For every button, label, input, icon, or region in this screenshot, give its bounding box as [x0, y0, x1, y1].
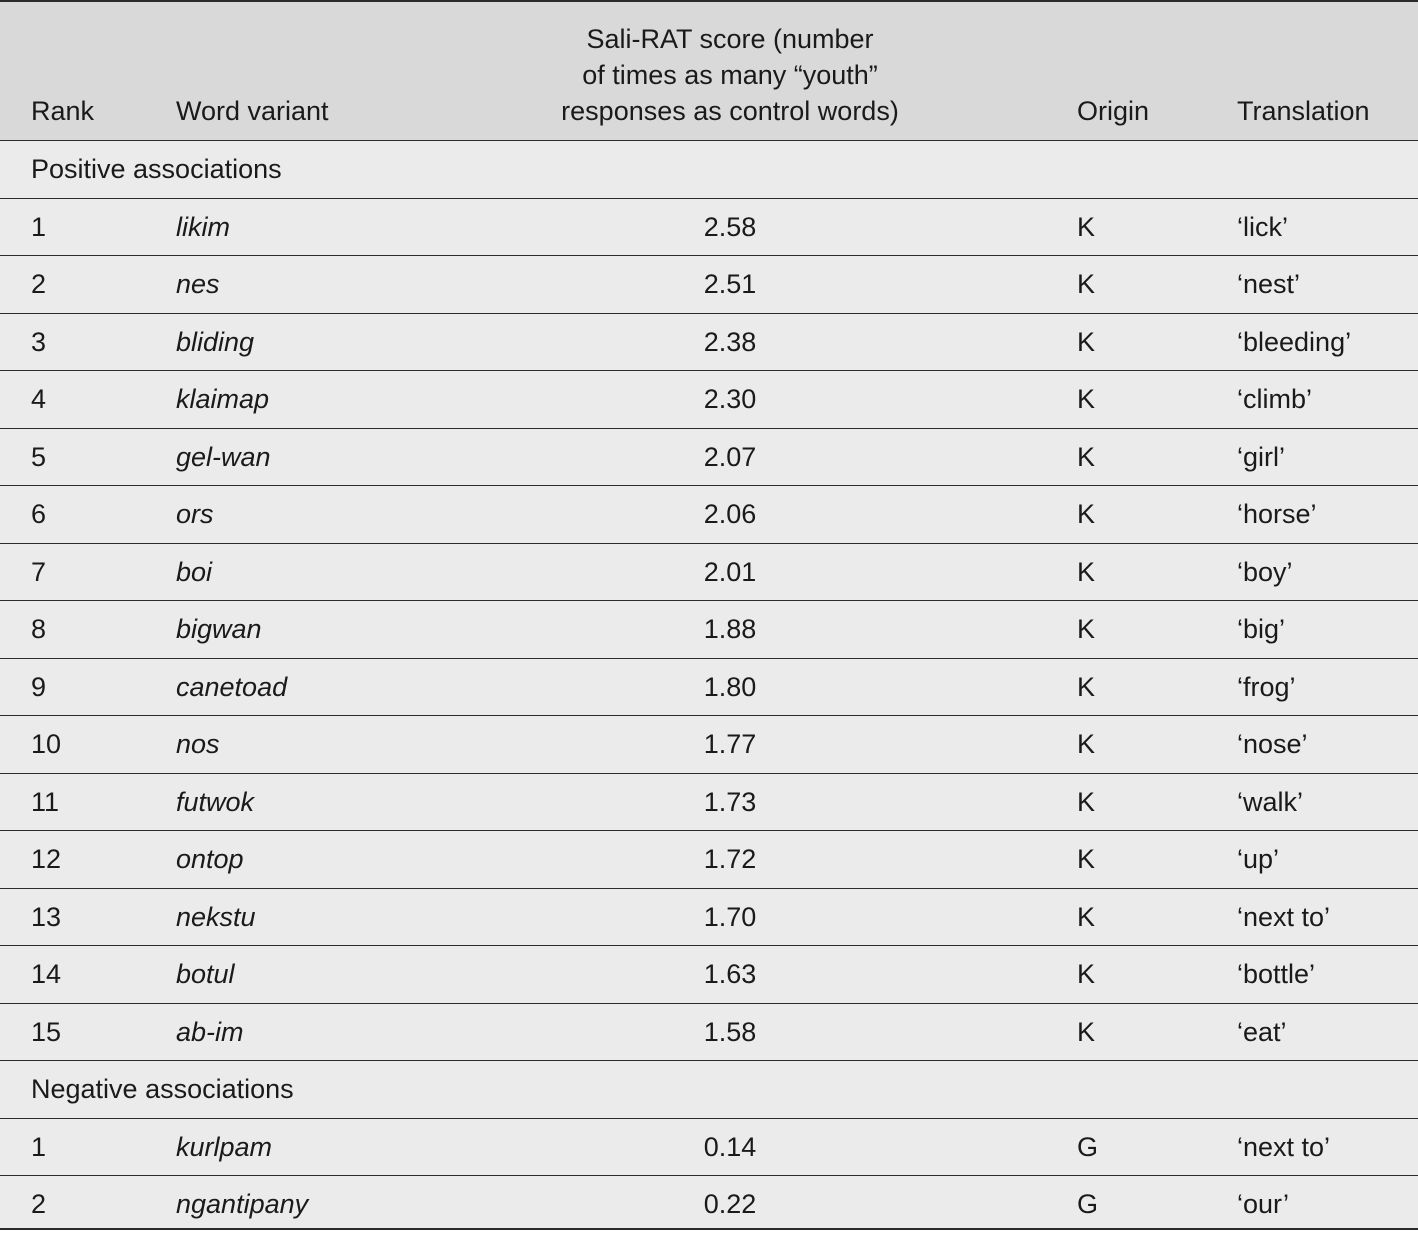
- section-row: [0, 141, 1418, 199]
- header-word-variant: Word variant: [176, 96, 329, 126]
- word-variant-cell: nes: [176, 269, 220, 299]
- translation-cell: ‘big’: [1237, 614, 1286, 644]
- header-origin: Origin: [1077, 96, 1150, 126]
- table-header: [0, 2, 1418, 141]
- score-cell: 2.38: [703, 326, 757, 357]
- header-score: Sali-RAT score (number of times as many “youth” responses as control words): [561, 24, 899, 126]
- rank-cell: 5: [31, 441, 47, 472]
- table-row: [0, 659, 1418, 717]
- word-variant-cell: ab-im: [176, 1016, 244, 1047]
- translation-cell: ‘next to’: [1237, 901, 1331, 932]
- table-row: [0, 1004, 1418, 1062]
- rank-cell: 10: [31, 729, 62, 759]
- rank-cell: 1: [31, 1131, 47, 1162]
- table-body: [0, 141, 1418, 1234]
- header-translation: Translation: [1237, 96, 1370, 126]
- translation-cell: ‘eat’: [1237, 1016, 1287, 1047]
- rank-cell: 12: [31, 844, 62, 874]
- translation-cell: ‘frog’: [1237, 671, 1296, 702]
- score-cell: 1.73: [703, 786, 757, 817]
- word-variant-cell: gel-wan: [176, 441, 271, 472]
- table-row: [0, 429, 1418, 487]
- rank-cell: 6: [31, 499, 47, 529]
- rank-cell: 13: [31, 901, 62, 932]
- origin-cell: K: [1077, 556, 1096, 587]
- translation-cell: ‘horse’: [1237, 499, 1317, 529]
- origin-cell: K: [1077, 786, 1096, 817]
- table-row: [0, 774, 1418, 832]
- table-row: [0, 889, 1418, 947]
- score-cell: 1.80: [703, 671, 757, 702]
- score-cell: 2.30: [703, 384, 757, 414]
- origin-cell: K: [1077, 729, 1096, 759]
- section-label: Positive associations: [31, 154, 282, 184]
- table-row: [0, 1119, 1418, 1177]
- section-row: [0, 1061, 1418, 1119]
- table-row: [0, 946, 1418, 1004]
- rank-cell: 1: [31, 211, 47, 242]
- score-cell: 0.22: [703, 1189, 757, 1219]
- rank-cell: 2: [31, 269, 47, 299]
- origin-cell: K: [1077, 614, 1096, 644]
- origin-cell: G: [1077, 1131, 1099, 1162]
- translation-cell: ‘next to’: [1237, 1131, 1331, 1162]
- score-cell: 1.77: [703, 729, 757, 759]
- word-variant-cell: ontop: [176, 844, 244, 874]
- origin-cell: K: [1077, 211, 1096, 242]
- score-cell: 0.14: [703, 1131, 757, 1162]
- score-cell: 1.88: [703, 614, 757, 644]
- table-row: [0, 314, 1418, 372]
- translation-cell: ‘walk’: [1237, 786, 1304, 817]
- origin-cell: K: [1077, 844, 1096, 874]
- translation-cell: ‘lick’: [1237, 211, 1288, 242]
- table-row: [0, 1176, 1418, 1234]
- translation-cell: ‘nose’: [1237, 729, 1308, 759]
- translation-cell: ‘boy’: [1237, 556, 1293, 587]
- rank-cell: 14: [31, 959, 62, 989]
- table-row: [0, 716, 1418, 774]
- score-cell: 2.07: [703, 441, 757, 472]
- table-row: [0, 601, 1418, 659]
- word-variant-cell: kurlpam: [176, 1131, 273, 1162]
- score-cell: 1.70: [703, 901, 757, 932]
- origin-cell: K: [1077, 1016, 1096, 1047]
- word-variant-cell: boi: [176, 556, 213, 587]
- table-row: [0, 256, 1418, 314]
- score-cell: 2.58: [703, 211, 757, 242]
- origin-cell: K: [1077, 499, 1096, 529]
- translation-cell: ‘our’: [1237, 1189, 1290, 1219]
- rank-cell: 4: [31, 384, 47, 414]
- rank-cell: 11: [31, 786, 60, 817]
- section-label: Negative associations: [31, 1074, 294, 1104]
- rank-cell: 15: [31, 1016, 62, 1047]
- origin-cell: K: [1077, 326, 1096, 357]
- table-row: [0, 371, 1418, 429]
- origin-cell: K: [1077, 671, 1096, 702]
- word-variant-cell: ngantipany: [176, 1189, 309, 1219]
- word-variant-cell: bliding: [176, 326, 255, 357]
- word-variant-cell: botul: [176, 959, 235, 989]
- word-variant-cell: canetoad: [176, 671, 288, 702]
- origin-cell: K: [1077, 384, 1096, 414]
- translation-cell: ‘up’: [1237, 844, 1280, 874]
- origin-cell: K: [1077, 901, 1096, 932]
- translation-cell: ‘nest’: [1237, 269, 1301, 299]
- header-rank: Rank: [31, 96, 95, 126]
- score-cell: 2.51: [703, 269, 757, 299]
- origin-cell: K: [1077, 269, 1096, 299]
- rank-cell: 8: [31, 614, 47, 644]
- score-cell: 1.63: [703, 959, 757, 989]
- score-cell: 2.01: [703, 556, 757, 587]
- word-variant-cell: ors: [176, 499, 214, 529]
- translation-cell: ‘bleeding’: [1237, 326, 1352, 357]
- origin-cell: K: [1077, 441, 1096, 472]
- score-cell: 1.58: [703, 1016, 757, 1047]
- rank-cell: 7: [31, 556, 47, 587]
- table-row: [0, 544, 1418, 602]
- word-variant-cell: nekstu: [176, 901, 256, 932]
- word-variant-cell: bigwan: [176, 614, 262, 644]
- translation-cell: ‘climb’: [1237, 384, 1313, 414]
- word-variant-cell: klaimap: [176, 384, 270, 414]
- table-row: [0, 486, 1418, 544]
- table-row: [0, 199, 1418, 257]
- translation-cell: ‘bottle’: [1237, 959, 1316, 989]
- score-cell: 2.06: [703, 499, 757, 529]
- rank-cell: 3: [31, 326, 47, 357]
- origin-cell: K: [1077, 959, 1096, 989]
- translation-cell: ‘girl’: [1237, 441, 1286, 472]
- word-variant-cell: nos: [176, 729, 220, 759]
- rank-cell: 9: [31, 671, 47, 702]
- origin-cell: G: [1077, 1189, 1099, 1219]
- table-row: [0, 831, 1418, 889]
- rank-cell: 2: [31, 1189, 47, 1219]
- word-variant-cell: likim: [176, 211, 230, 242]
- word-variant-cell: futwok: [176, 786, 255, 817]
- score-cell: 1.72: [703, 844, 757, 874]
